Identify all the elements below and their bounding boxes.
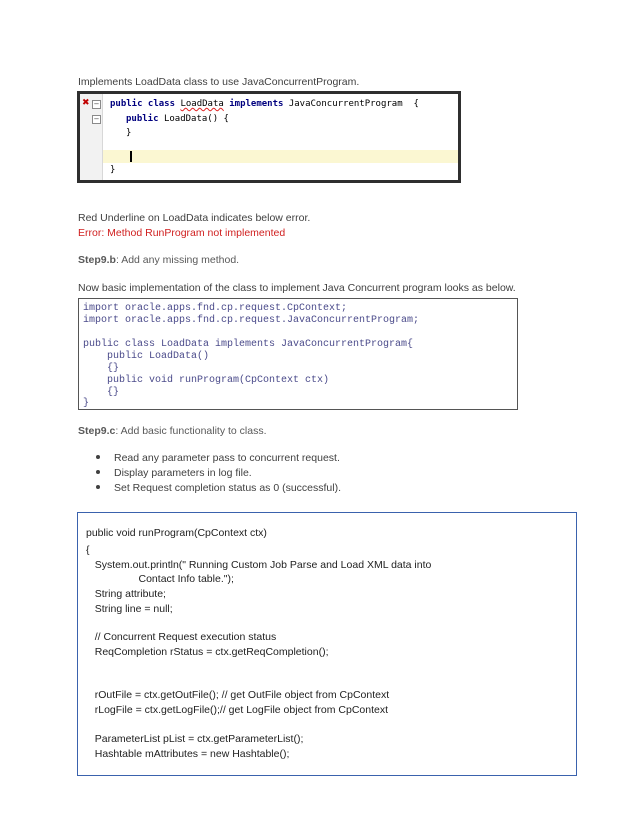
bullet-icon bbox=[96, 485, 100, 489]
code-line: import oracle.apps.fnd.cp.request.CpContext; bbox=[83, 303, 348, 314]
code-line: public void runProgram(CpContext ctx) bbox=[83, 375, 330, 386]
current-line-highlight bbox=[103, 150, 458, 163]
bullet-icon bbox=[96, 455, 100, 459]
step-9c: Step9.c: Add basic functionality to class. bbox=[78, 425, 267, 437]
code-line: {} bbox=[83, 387, 120, 398]
code-line: import oracle.apps.fnd.cp.request.JavaConcurrentProgram; bbox=[83, 315, 420, 326]
code-line: ReqCompletion rStatus = ctx.getReqCompletion(); bbox=[86, 646, 329, 658]
code-line: rLogFile = ctx.getLogFile();// get LogFile object from CpContext bbox=[86, 704, 389, 716]
code-line: { bbox=[86, 544, 90, 556]
step-9b: Step9.b: Add any missing method. bbox=[78, 254, 240, 266]
fold-toggle-icon: − bbox=[93, 100, 100, 108]
code-line: String line = null; bbox=[86, 603, 173, 615]
bullet-item: Set Request completion status as 0 (successful). bbox=[96, 482, 341, 494]
code-line: {} bbox=[83, 363, 120, 374]
code-line: public LoadData() bbox=[83, 351, 210, 362]
code-line: System.out.println(" Running Custom Job Parse and Load XML data into bbox=[86, 559, 432, 571]
ide-code-line: } bbox=[110, 165, 116, 175]
code-block-2 bbox=[77, 512, 577, 776]
code-line: String attribute; bbox=[86, 588, 166, 600]
error-note: Red Underline on LoadData indicates below error. bbox=[78, 212, 311, 224]
ide-screenshot bbox=[77, 91, 461, 183]
code-line: public void runProgram(CpContext ctx) bbox=[86, 527, 267, 539]
code-line: } bbox=[83, 398, 90, 409]
text-caret bbox=[130, 151, 132, 162]
ide-code-line: public LoadData() { bbox=[126, 114, 229, 124]
bullet-item: Read any parameter pass to concurrent request. bbox=[96, 452, 340, 464]
code-line: ParameterList pList = ctx.getParameterList(); bbox=[86, 733, 304, 745]
ide-code-line: public class LoadData implements JavaConcurrentProgram { bbox=[110, 99, 419, 109]
intro-caption: Implements LoadData class to use JavaConcurrentProgram. bbox=[78, 76, 360, 88]
code-line: Contact Info table."); bbox=[86, 573, 234, 585]
fold-toggle-icon: − bbox=[93, 115, 100, 123]
error-text: Error: Method RunProgram not implemented bbox=[78, 227, 286, 239]
ide-code-line: } bbox=[126, 128, 132, 138]
code-line: // Concurrent Request execution status bbox=[86, 631, 277, 643]
error-marker-icon: ✖ bbox=[82, 98, 90, 108]
bullet-icon bbox=[96, 470, 100, 474]
error-underline: LoadData bbox=[180, 99, 224, 109]
bullet-item: Display parameters in log file. bbox=[96, 467, 252, 479]
code-line: Hashtable mAttributes = new Hashtable(); bbox=[86, 748, 290, 760]
code-line: rOutFile = ctx.getOutFile(); // get OutFile object from CpContext bbox=[86, 689, 390, 701]
code-block-1 bbox=[78, 298, 518, 410]
code-line: public class LoadData implements JavaConcurrentProgram{ bbox=[83, 339, 414, 350]
basic-impl-text: Now basic implementation of the class to implement Java Concurrent program looks as below. bbox=[78, 282, 516, 294]
